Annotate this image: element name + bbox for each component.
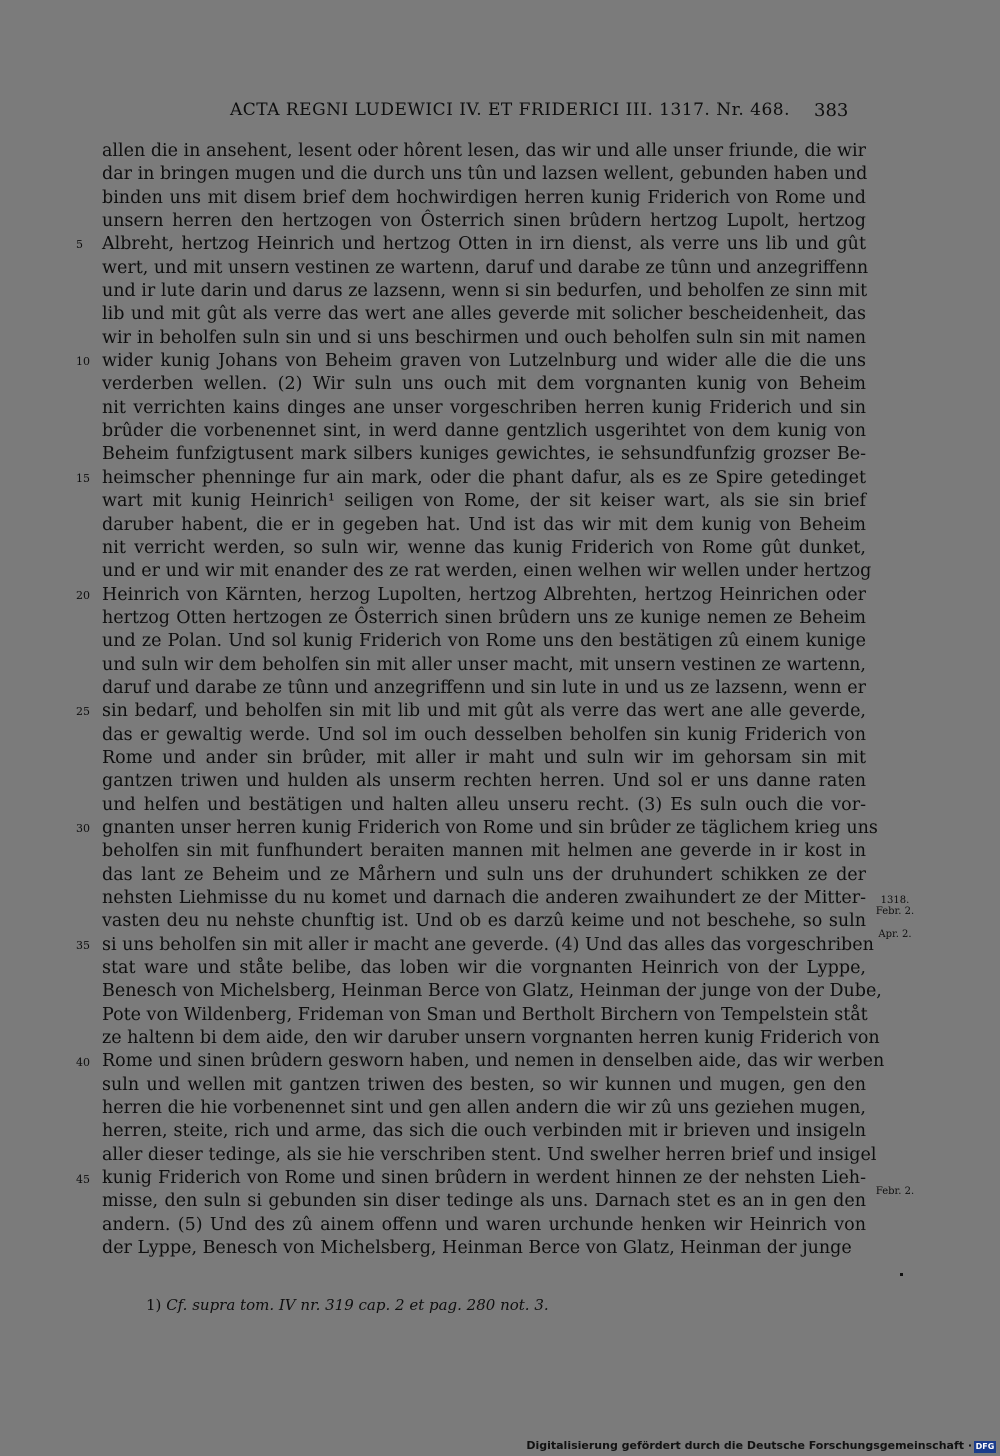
text-line: herren die hie vorbenennet sint und gen allen andern die wir zû uns geziehen mugen, [102, 1098, 866, 1119]
margin-year: 1318. [880, 895, 910, 906]
text-line: und suln wir dem beholfen sin mit aller unser macht, mit unsern vestinen ze wartenn, [102, 654, 866, 675]
text-line: der Lyppe, Benesch von Michelsberg, Heinman Berce von Glatz, Heinman der junge [102, 1238, 852, 1259]
digitization-credit: Digitalisierung gefördert durch die Deutsche Forschungsgemeinschaft · [526, 1439, 972, 1452]
text-line: Benesch von Michelsberg, Heinman Berce von Glatz, Heinman der junge von der Dube, [102, 981, 882, 1002]
margin-date-note-apr: Apr. 2. [878, 929, 912, 940]
line-number-10: 10 [76, 355, 90, 369]
margin-date-note [870, 895, 920, 917]
text-line: kunig Friderich von Rome und sinen brûdern in werdent hinnen ze der nehsten Lieh- [102, 1168, 866, 1189]
text-line: dar in bringen mugen und die durch uns tûn und lazsen wellent, gebunden haben und [102, 164, 868, 185]
text-line: heimscher phenninge fur ain mark, oder die phant dafur, als es ze Spire getedinget [102, 467, 866, 488]
text-line: das lant ze Beheim und ze Mårhern und suln uns der druhundert schikken ze der [102, 864, 866, 885]
text-line: si uns beholfen sin mit aller ir macht ane geverde. (4) Und das alles das vorgeschriben [102, 934, 874, 955]
text-line: und helfen und bestätigen und halten alleu unseru recht. (3) Es suln ouch die vor- [102, 794, 866, 815]
text-line: binden uns mit disem brief dem hochwirdigen herren kunig Friderich von Rome und [102, 187, 866, 208]
text-line: lib und mit gût als verre das wert ane alles geverde mit solicher bescheidenheit, das [102, 304, 866, 325]
main-text [102, 140, 885, 1261]
text-line: Beheim funfzigtusent mark silbers kuniges gewichtes, ie sehsundfunfzig grozser Be- [102, 444, 866, 465]
text-line: und ir lute darin und darus ze lazsenn, wenn si sin bedurfen, und beholfen ze sinn mit [102, 281, 868, 302]
text-line: Rome und ander sin brûder, mit aller ir maht und suln wir im gehorsam sin mit [102, 747, 866, 768]
text-line: Albreht, hertzog Heinrich und hertzog Otten in irn dienst, als verre uns lib und gût [102, 234, 866, 255]
text-line: ze haltenn bi dem aide, den wir daruber unsern vorgnanten herren kunig Friderich von [102, 1028, 880, 1049]
footnote-text: Cf. supra tom. IV nr. 319 cap. 2 et pag. 280 not. 3. [166, 1296, 549, 1314]
text-line: unsern herren den hertzogen von Ôsterrich sinen brûdern hertzog Lupolt, hertzog [102, 211, 866, 232]
text-line: aller dieser tedinge, als sie hie verschriben stent. Und swelher herren brief und insigel [102, 1144, 877, 1165]
text-line: daruber habent, die er in gegeben hat. Und ist das wir mit dem kunig von Beheim [102, 514, 866, 535]
text-line: hertzog Otten hertzogen ze Ôsterrich sinen brûdern uns ze kunige nemen ze Beheim [102, 607, 866, 628]
line-number-45: 45 [76, 1172, 90, 1186]
text-line: wert, und mit unsern vestinen ze wartenn, daruf und darabe ze tûnn und anzegriffenn [102, 257, 869, 278]
text-line: Rome und sinen brûdern gesworn haben, und nemen in denselben aide, das wir werben [102, 1051, 885, 1072]
text-line: stat ware und ståte belibe, das loben wir die vorgnanten Heinrich von der Lyppe, [102, 958, 866, 979]
text-line: andern. (5) Und des zû ainem offenn und waren urchunde henken wir Heinrich von [102, 1214, 866, 1235]
text-line: vasten deu nu nehste chunftig ist. Und ob es darzû keime und not beschehe, so suln [102, 911, 866, 932]
line-number-40: 40 [76, 1055, 90, 1069]
text-line: brûder die vorbenennet sint, in werd danne gentzlich usgerihtet von dem kunig von [102, 421, 866, 442]
text-line: nit verrichten kains dinges ane unser vorgeschriben herren kunig Friderich und sin [102, 397, 866, 418]
text-line: herren, steite, rich und arme, das sich die ouch verbinden mit ir brieven und insigeln [102, 1121, 866, 1142]
page-number: 383 [814, 100, 849, 121]
margin-date-note-febr: Febr. 2. [875, 1186, 915, 1197]
line-number-35: 35 [76, 939, 90, 952]
text-line: allen die in ansehent, lesent oder hôrent lesen, das wir und alle unser friunde, die wir [102, 141, 866, 161]
text-line: und ze Polan. Und sol kunig Friderich von Rome uns den bestätigen zû einem kunige [102, 631, 866, 652]
text-line: sin bedarf, und beholfen sin mit lib und mit gût als verre das wert ane alle geverde, [102, 701, 866, 722]
print-mark [900, 1273, 903, 1276]
text-line: gantzen triwen und hulden als unserm rechten herren. Und sol er uns danne raten [102, 771, 866, 792]
line-number-5: 5 [76, 238, 83, 252]
text-line: suln und wellen mit gantzen triwen des besten, so wir kunnen und mugen, gen den [102, 1074, 866, 1095]
text-line: Pote von Wildenberg, Frideman von Sman und Bertholt Birchern von Tempelstein ståt [102, 1004, 868, 1025]
text-line: wider kunig Johans von Beheim graven von Lutzelnburg und wider alle die die uns [102, 351, 866, 372]
text-line: daruf und darabe ze tûnn und anzegriffenn und sin lute in und us ze lazsenn, wenn er [102, 677, 866, 698]
text-line: wart mit kunig Heinrich¹ seiligen von Rome, der sit keiser wart, als sie sin brief [102, 491, 866, 512]
text-line: wir in beholfen suln sin und si uns beschirmen und ouch beholfen suln sin mit namen [102, 327, 866, 348]
text-line: verderben wellen. (2) Wir suln uns ouch mit dem vorgnanten kunig von Beheim [102, 374, 866, 395]
text-line: gnanten unser herren kunig Friderich von Rome und sin brûder ze täglichem krieg uns [102, 817, 878, 838]
margin-date: Febr. 2. [875, 906, 915, 917]
text-line: und er und wir mit enander des ze rat werden, einen welhen wir wellen under hertzog [102, 561, 872, 582]
line-number-30: 30 [76, 822, 90, 836]
line-number-20: 20 [76, 588, 90, 602]
line-number-25: 25 [76, 705, 90, 719]
text-line: Heinrich von Kärnten, herzog Lupolten, hertzog Albrehten, hertzog Heinrichen oder [102, 584, 866, 605]
text-line: das er gewaltig werde. Und sol im ouch desselben beholfen sin kunig Friderich von [102, 724, 866, 745]
text-line: beholfen sin mit funfhundert beraiten mannen mit helmen ane geverde in ir kost in [102, 841, 866, 862]
text-line: misse, den suln si gebunden sin diser tedinge als uns. Darnach stet es an in gen den [102, 1191, 866, 1212]
dfg-logo: DFG [975, 1442, 995, 1451]
line-number-15: 15 [76, 471, 90, 485]
running-header: ACTA REGNI LUDEWICI IV. ET FRIDERICI III. 1317. Nr. 468. [230, 100, 790, 120]
text-line: nit verricht werden, so suln wir, wenne das kunig Friderich von Rome gût dunket, [102, 537, 866, 558]
text-line: nehsten Liehmisse du nu komet und darnach die anderen zwaihundert ze der Mitter- [102, 888, 866, 908]
footnote [146, 1296, 549, 1314]
footnote-number: 1) [146, 1296, 162, 1314]
